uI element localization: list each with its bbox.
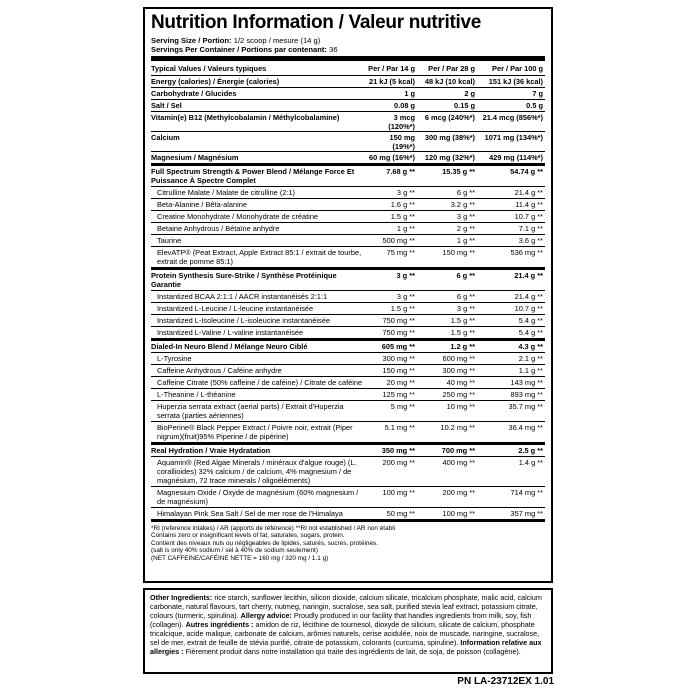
nutrition-label bbox=[143, 7, 553, 583]
row-value: 1.5 g ** bbox=[450, 316, 475, 325]
footnote-line: Contient des niveaux nuls ou négligeables de lipides, saturés, sucres, protéines. bbox=[151, 539, 379, 547]
allergy-label: Allergy advice: bbox=[240, 611, 292, 620]
table-row bbox=[151, 88, 545, 100]
footnote-line: (NET CAFFEINE/CAFÉINE NETTE = 160 mg / 320 mg / 1.1 g) bbox=[151, 554, 329, 562]
row-label: Caffeine Citrate (50% caffeine / de caféine) / Citrate de caféine bbox=[157, 378, 363, 387]
row-label: L-Tyrosine bbox=[157, 354, 192, 363]
table-row bbox=[151, 187, 545, 199]
allergy-text: Proudly produced in our facility that handles ingredients from milk, soy, fish (collagen). bbox=[150, 611, 532, 629]
row-value: 21.4 mcg (856%*) bbox=[482, 113, 543, 122]
allergenes-text: Fièrement produit dans notre installation qui traite des ingrédients de lait, de soja, de poisson (collagène). bbox=[185, 647, 521, 656]
row-value: 75 mg ** bbox=[386, 248, 415, 257]
blend-rows bbox=[151, 166, 545, 522]
row-label: ElevATP® (Peat Extract, Apple Extract 85:1 / extrait de tourbe, extrait de pomme 85:1) bbox=[157, 248, 362, 266]
row-value: 1071 mg (134%*) bbox=[484, 133, 543, 142]
row-label: Calcium bbox=[151, 133, 180, 142]
row-value: 3 g ** bbox=[456, 212, 475, 221]
other-ingredients-text: rice starch, sunflower lecithin, silicon dioxide, calcium silicate, tricalcium phosphate, malic acid, calcium carbonate, natural flavours, tart cherry, nutmeg, naringin, sucralose, sea salt, purified stevia leaf extract, potassium citrate, colours (turmeric, spirulina). bbox=[150, 593, 542, 620]
row-value: 10.7 g ** bbox=[514, 304, 543, 313]
row-value: 10.2 mg ** bbox=[440, 423, 475, 432]
serving-size-label: Serving Size / Portion: bbox=[151, 36, 232, 45]
table-row bbox=[151, 315, 545, 327]
row-label: Dialed-In Neuro Blend / Mélange Neuro Ciblé bbox=[151, 342, 308, 351]
table-row bbox=[151, 112, 545, 132]
row-value: 200 mg ** bbox=[442, 488, 475, 497]
row-value: 1.1 g ** bbox=[518, 366, 543, 375]
table-row bbox=[151, 199, 545, 211]
row-value: 35.7 mg ** bbox=[508, 402, 543, 411]
row-label: Betaine Anhydrous / Bétaïne anhydre bbox=[157, 224, 280, 233]
row-label: Full Spectrum Strength & Power Blend / Mélange Force Et Puissance À Spectre Complet bbox=[151, 167, 355, 185]
table-row bbox=[151, 327, 545, 341]
table-row bbox=[151, 303, 545, 315]
row-value: 21 kJ (5 kcal) bbox=[368, 77, 415, 86]
row-value: 250 mg ** bbox=[442, 390, 475, 399]
row-value: 3.2 g ** bbox=[450, 200, 475, 209]
row-value: 5 mg ** bbox=[390, 402, 415, 411]
row-label: Instantized L-Valine / L-valine instantanéisée bbox=[157, 328, 304, 337]
row-value: 6 g ** bbox=[456, 188, 475, 197]
row-value: 48 kJ (10 kcal) bbox=[424, 77, 475, 86]
table-row bbox=[151, 132, 545, 152]
allergenes-label: Information relative aux allergies : bbox=[150, 638, 542, 656]
row-value: 125 mg ** bbox=[382, 390, 415, 399]
footnote-line: *RI (reference intakes) / AR (apports de référence) **RI not established / AR non établi bbox=[151, 525, 396, 532]
ingredients-panel bbox=[143, 588, 553, 674]
row-value: 10 mg ** bbox=[446, 402, 475, 411]
row-label: Real Hydration / Vraie Hydratation bbox=[151, 446, 271, 455]
table-row bbox=[151, 422, 545, 445]
table-row bbox=[151, 389, 545, 401]
header-col-label: Typical Values / Valeurs typiques bbox=[151, 64, 267, 73]
servings-per-container-value: 36 bbox=[329, 45, 338, 54]
row-label: Vitamin(e) B12 (Methylcobalamin / Méthylcobalamine) bbox=[151, 113, 340, 122]
row-value: 600 mg ** bbox=[442, 354, 475, 363]
row-value: 6 g ** bbox=[456, 292, 475, 301]
header-col-100g: Per / Par 100 g bbox=[492, 64, 543, 73]
row-label: Energy (calories) / Énergie (calories) bbox=[151, 77, 280, 86]
table-row bbox=[151, 152, 545, 166]
row-label: Himalayan Pink Sea Salt / Sel de mer rose de l'Himalaya bbox=[157, 509, 343, 518]
row-label: L-Theanine / L-théanine bbox=[157, 390, 236, 399]
row-value: 750 mg ** bbox=[382, 316, 415, 325]
row-value: 0.08 g bbox=[394, 101, 415, 110]
row-value: 21.4 g ** bbox=[514, 271, 543, 280]
row-value: 5.4 g ** bbox=[518, 316, 543, 325]
table-row bbox=[151, 365, 545, 377]
row-value: 120 mg (32%*) bbox=[424, 153, 475, 162]
row-value: 143 mg ** bbox=[510, 378, 543, 387]
table-row bbox=[151, 211, 545, 223]
autres-ingredients-label: Autres ingrédients : bbox=[185, 620, 254, 629]
row-label: Creatine Monohydrate / Monohydrate de créatine bbox=[157, 212, 319, 221]
row-value: 3 g ** bbox=[396, 188, 415, 197]
table-row bbox=[151, 291, 545, 303]
footnote-line: (salt is only 40% sodium / sel à 40% de sodium seulement) bbox=[151, 547, 318, 555]
row-value: 40 mg ** bbox=[446, 378, 475, 387]
row-value: 6 g ** bbox=[456, 271, 475, 280]
row-label: Salt / Sel bbox=[151, 101, 182, 110]
row-value: 200 mg ** bbox=[382, 458, 415, 467]
table-row bbox=[151, 353, 545, 365]
row-value: 300 mg ** bbox=[382, 354, 415, 363]
row-value: 21.4 g ** bbox=[514, 188, 543, 197]
row-label: Beta-Alanine / Bêta-alanine bbox=[157, 200, 247, 209]
row-label: Magnesium Oxide / Oxyde de magnésium (60% magnesium / de magnésium) bbox=[157, 488, 359, 506]
table-row bbox=[151, 166, 545, 187]
row-label: Protein Synthesis Sure-Strike / Synthèse Protéinique Garantie bbox=[151, 271, 337, 289]
servings-per-container bbox=[151, 45, 545, 54]
table-row bbox=[151, 100, 545, 112]
other-ingredients-label: Other Ingredients: bbox=[150, 593, 213, 602]
table-row bbox=[151, 235, 545, 247]
row-value: 1 g bbox=[404, 89, 415, 98]
row-value: 150 mg (19%*) bbox=[389, 133, 415, 151]
row-value: 15.35 g ** bbox=[442, 167, 475, 176]
row-value: 60 mg (16%*) bbox=[368, 153, 415, 162]
row-value: 6 mcg (240%*) bbox=[424, 113, 475, 122]
footnotes bbox=[151, 522, 545, 562]
table-row bbox=[151, 457, 545, 487]
row-value: 100 mg ** bbox=[382, 488, 415, 497]
row-value: 0.5 g bbox=[526, 101, 543, 110]
row-value: 300 mg ** bbox=[442, 366, 475, 375]
row-value: 1 g ** bbox=[456, 236, 475, 245]
row-label: Taurine bbox=[157, 236, 182, 245]
row-value: 1.5 g ** bbox=[450, 328, 475, 337]
row-value: 2.1 g ** bbox=[518, 354, 543, 363]
row-value: 10.7 g ** bbox=[514, 212, 543, 221]
row-value: 1.6 g ** bbox=[390, 200, 415, 209]
divider bbox=[151, 56, 545, 61]
row-value: 2 g ** bbox=[456, 224, 475, 233]
row-value: 1.4 g ** bbox=[518, 458, 543, 467]
row-label: Carbohydrate / Glucides bbox=[151, 89, 237, 98]
row-value: 605 mg ** bbox=[381, 342, 415, 351]
row-value: 1.5 g ** bbox=[390, 304, 415, 313]
row-value: 2.5 g ** bbox=[518, 446, 543, 455]
table-row bbox=[151, 487, 545, 508]
row-value: 11.4 g ** bbox=[515, 200, 543, 209]
table-row bbox=[151, 223, 545, 235]
header-col-14g: Per / Par 14 g bbox=[368, 64, 415, 73]
table-row bbox=[151, 247, 545, 270]
row-value: 3 g ** bbox=[456, 304, 475, 313]
row-value: 7.1 g ** bbox=[518, 224, 543, 233]
row-label: Citrulline Malate / Malate de citrulline (2:1) bbox=[157, 188, 296, 197]
row-label: BioPerine® Black Pepper Extract / Poivre noir, extrait (Piper nigrum)(fruit)95% Piperine / de pipérine) bbox=[157, 423, 353, 441]
page-title: Nutrition Information / Valeur nutritive bbox=[151, 12, 482, 33]
serving-size-value: 1/2 scoop / mesure (14 g) bbox=[233, 36, 321, 45]
row-value: 700 mg ** bbox=[441, 446, 475, 455]
table-row bbox=[151, 377, 545, 389]
table-row bbox=[151, 508, 545, 522]
header-col-28g: Per / Par 28 g bbox=[428, 64, 475, 73]
row-value: 7.68 g ** bbox=[386, 167, 415, 176]
row-value: 50 mg ** bbox=[386, 509, 415, 518]
row-label: Instantized L-Isoleucine / L-isoleucine instantanéisée bbox=[157, 316, 330, 325]
table-row bbox=[151, 341, 545, 353]
row-value: 1.2 g ** bbox=[450, 342, 475, 351]
servings-per-container-label: Servings Per Container / Portions par contenant: bbox=[151, 45, 327, 54]
row-value: 3 mcg (120%*) bbox=[388, 113, 415, 131]
table-header bbox=[151, 62, 545, 76]
row-value: 20 mg ** bbox=[386, 378, 415, 387]
row-label: Aquamin® (Red Algae Minerals / minéraux d'algue rouge) (L. corallioides) 32% calcium / de calcium, 4% magnesium / de magnésium, 72 trace minerals / oligoéléments) bbox=[157, 458, 357, 485]
table-row bbox=[151, 445, 545, 457]
row-value: 300 mg (38%*) bbox=[424, 133, 475, 142]
row-value: 3 g ** bbox=[396, 292, 415, 301]
row-label: Huperzia serrata extract (aerial parts) / Extrait d'Huperzia serrata (parties aériennes) bbox=[157, 402, 344, 420]
row-value: 36.4 mg ** bbox=[508, 423, 543, 432]
nutrient-rows bbox=[151, 76, 545, 166]
row-value: 714 mg ** bbox=[510, 488, 543, 497]
row-value: 429 mg (114%*) bbox=[489, 153, 543, 162]
autres-ingredients-text: amidon de riz, lécithine de tournesol, dioxyde de silicium, silicate de calcium, phosphate tricalcique, acide malique, carbonate de calcium, arômes naturels, cerise acidulée, noix de muscade, naringine, sucralose, sel de mer, extrait de feuille de stévia purifié, citrate de potassium, colorants (curcuma, spiruline). bbox=[150, 620, 540, 647]
row-label: Caffeine Anhydrous / Caféine anhydre bbox=[157, 366, 282, 375]
row-value: 4.3 g ** bbox=[518, 342, 543, 351]
row-value: 1.5 g ** bbox=[390, 212, 415, 221]
row-value: 1 g ** bbox=[396, 224, 415, 233]
serving-size bbox=[151, 36, 545, 45]
footnote-line: Contains zero or insignificant levels of fat, saturates, sugars, protein. bbox=[151, 532, 345, 540]
row-value: 500 mg ** bbox=[382, 236, 415, 245]
row-value: 7 g bbox=[532, 89, 543, 98]
part-number: PN LA-23712EX 1.01 bbox=[457, 676, 554, 687]
row-value: 400 mg ** bbox=[442, 458, 475, 467]
row-value: 150 mg ** bbox=[442, 248, 475, 257]
row-value: 3.6 g ** bbox=[518, 236, 543, 245]
row-value: 3 g ** bbox=[396, 271, 415, 280]
table-row bbox=[151, 270, 545, 291]
row-label: Instantized L-Leucine / L-leucine instantanéisée bbox=[157, 304, 314, 313]
row-value: 54.74 g ** bbox=[510, 167, 543, 176]
row-label: Instantized BCAA 2:1:1 / AACR instantanéisés 2:1:1 bbox=[157, 292, 328, 301]
table-row bbox=[151, 401, 545, 422]
row-label: Magnesium / Magnésium bbox=[151, 153, 239, 162]
row-value: 150 mg ** bbox=[382, 366, 415, 375]
row-value: 0.15 g bbox=[454, 101, 475, 110]
row-value: 357 mg ** bbox=[510, 509, 543, 518]
row-value: 5.4 g ** bbox=[518, 328, 543, 337]
row-value: 350 mg ** bbox=[381, 446, 415, 455]
row-value: 893 mg ** bbox=[510, 390, 543, 399]
row-value: 5.1 mg ** bbox=[384, 423, 415, 432]
row-value: 750 mg ** bbox=[382, 328, 415, 337]
row-value: 151 kJ (36 kcal) bbox=[488, 77, 543, 86]
table-row bbox=[151, 76, 545, 88]
row-value: 2 g bbox=[464, 89, 475, 98]
row-value: 100 mg ** bbox=[442, 509, 475, 518]
row-value: 536 mg ** bbox=[510, 248, 543, 257]
row-value: 21.4 g ** bbox=[514, 292, 543, 301]
